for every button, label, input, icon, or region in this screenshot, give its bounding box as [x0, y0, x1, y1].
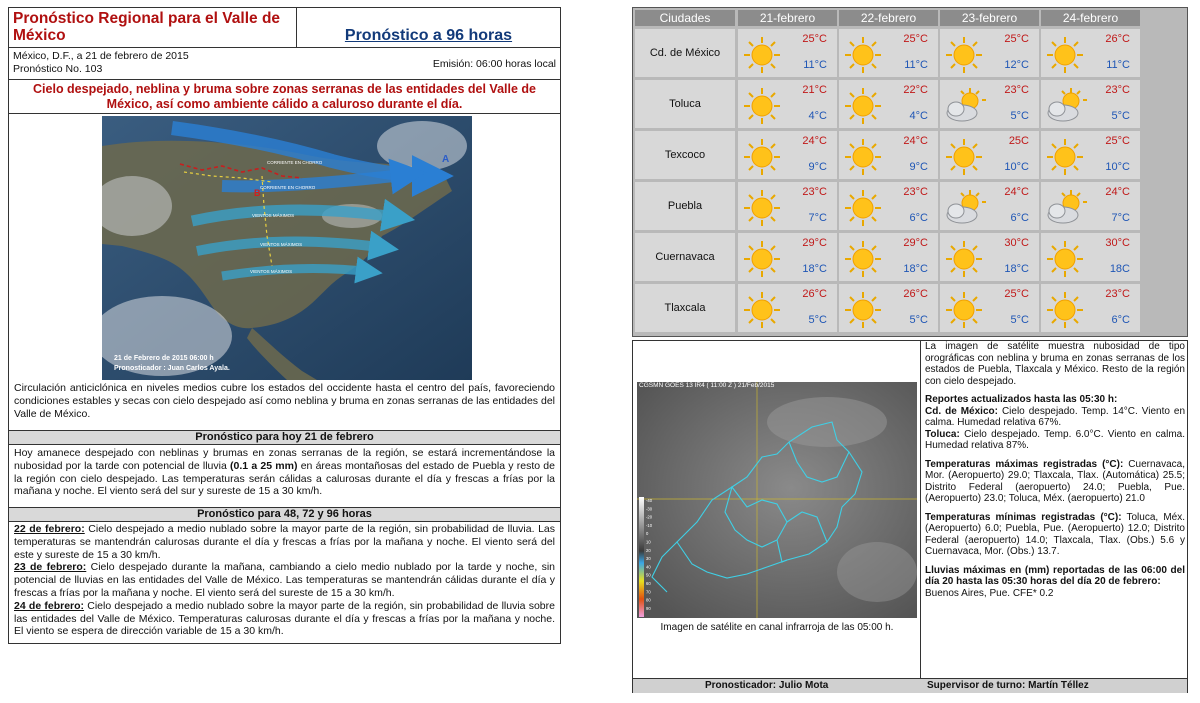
forecast-cell — [940, 233, 1039, 281]
sun-icon — [942, 239, 986, 279]
report-text: Cielo despejado. Temp. 14°C. Viento en calma. Humedad relativa 67%. — [925, 405, 1185, 428]
min-temp: 11°C — [904, 59, 928, 71]
forecast-cell — [839, 29, 938, 77]
min-temp: 7°C — [1111, 212, 1130, 224]
today-text-post: en áreas montañosas del estado de Puebla y resto de la región con cielo despejado. Las temperaturas serán cálidas a calurosas durante el día y frescas a frías por la mañana y noche. El viento será del sur y sureste de 15 a 30 km/h. — [14, 459, 555, 498]
sun-icon — [841, 290, 885, 330]
summary-page — [632, 7, 1188, 693]
infrared-satellite-image — [637, 382, 917, 618]
circulation-paragraph: Circulación anticiclónica en niveles medios cubre los estados del occidente hasta el centro del país, favoreciendo condiciones estables y secas con cielo despejado así como neblina y bruma en zonas serranas de las entidades del Valle de México. — [14, 382, 555, 420]
max-temp: 26°C — [903, 288, 928, 300]
forecast-cell — [738, 284, 837, 332]
tmax-text: Cuernavaca, Mor. (Aeropuerto) 29.0; Tlaxcala, Tlax. (Automática) 25.5; Distrito Federal (aeropuerto) 24.0; Puebla, Pue. (Aeropuerto) 23.0; Toluca, Méx. (aeropuerto) 21.0 — [925, 458, 1186, 504]
report-toluca — [925, 429, 1185, 452]
forecast-number: Pronóstico No. 103 — [13, 63, 103, 75]
sun-icon — [740, 290, 784, 330]
forecast-cell — [1041, 284, 1140, 332]
sun-icon — [841, 35, 885, 75]
forecast-cell — [1041, 182, 1140, 230]
daily-forecasts — [9, 523, 560, 638]
day-label: 22 de febrero: — [14, 523, 85, 535]
period-section-header: Pronóstico para 48, 72 y 96 horas — [9, 507, 560, 522]
sun-icon — [740, 86, 784, 126]
forecast-cell — [1041, 80, 1140, 128]
sun-icon — [942, 137, 986, 177]
min-temperatures — [925, 512, 1185, 558]
max-temp: 25°C — [903, 33, 928, 45]
lower-section — [632, 340, 1188, 693]
forecast-cell — [940, 182, 1039, 230]
title-box — [9, 8, 297, 48]
scale-label: 40 — [646, 564, 651, 570]
sun-icon — [740, 137, 784, 177]
day-column-header: 21-febrero — [738, 10, 837, 26]
day-text: Cielo despejado a medio nublado sobre la mayor parte de la región, sin probabilidad de lluvia sobre las entidades del Valle de México. Temperaturas calurosas durante el día y frescas a frías por la mañana y noche. El viento se espera de dirección variable de 15 a 30 km/h. — [14, 599, 555, 638]
city-name: Toluca — [635, 80, 735, 128]
min-temp: 18°C — [802, 263, 827, 275]
max-temp: 25°C — [1105, 135, 1130, 147]
jet-label-1: CORRIENTE EN CHORRO — [267, 160, 323, 165]
max-temp: 29°C — [802, 237, 827, 249]
sun-icon — [740, 35, 784, 75]
satellite-description: La imagen de satélite muestra nubosidad de tipo orográficas con neblina y bruma en zonas serranas de los estados de Puebla, Tlaxcala y México. Resto de la región con cielo despejado. — [925, 341, 1185, 387]
day-column-header: 24-febrero — [1041, 10, 1140, 26]
sun-icon — [740, 239, 784, 279]
map-date-label: 21 de Febrero de 2015 06:00 h — [114, 355, 214, 362]
max-temp: 29°C — [903, 237, 928, 249]
max-temp: 30°C — [1004, 237, 1029, 249]
sun-icon — [1043, 290, 1087, 330]
max-temp: 24°C — [1105, 186, 1130, 198]
place-date: México, D.F., a 21 de febrero de 2015 — [13, 50, 189, 62]
regional-forecast-page — [8, 7, 561, 644]
max-temp: 26°C — [1105, 33, 1130, 45]
tmin-text: Toluca, Méx. (Aeropuerto) 6.0; Puebla, Pue. (Aeropuerto) 12.0; Distrito Federal (aeropuerto) 14.0; Tlaxcala, Tlax. (Obs.) 5.6 y Cuernavaca, Mor. (Obs.) 13.7. — [925, 511, 1185, 557]
sun-icon — [942, 35, 986, 75]
report-city-label: Toluca: — [925, 428, 960, 440]
day-label: 23 de febrero: — [14, 561, 87, 574]
header — [9, 8, 560, 80]
satellite-header: CGSMN GOES 13 IR4 ( 11:00 Z ) 21/Feb/2015 — [639, 382, 775, 389]
shift-supervisor: Supervisor de turno: Martín Téllez — [927, 680, 1089, 691]
min-temp: 5°C — [909, 314, 928, 326]
min-temp: 10°C — [1105, 161, 1130, 173]
max-temp: 25°C — [1004, 288, 1029, 300]
min-temp: 5°C — [1111, 110, 1130, 122]
scale-label: 50 — [646, 572, 651, 578]
headline: Cielo despejado, neblina y bruma sobre zonas serranas de las entidades del Valle de México, así como ambiente cálido a caluroso durante el día. — [9, 80, 560, 114]
min-temp: 12°C — [1004, 59, 1029, 71]
high-pressure-label: A — [442, 154, 450, 165]
min-temp: 11°C — [803, 59, 827, 71]
emission-time: Emisión: 06:00 horas local — [432, 58, 556, 70]
day-label: 24 de febrero: — [14, 599, 85, 612]
max-temp: 23°C — [1004, 84, 1029, 96]
forecast-cell — [1041, 233, 1140, 281]
max-temp: 24°C — [903, 135, 928, 147]
forecast-cell — [839, 131, 938, 179]
satellite-caption: Imagen de satélite en canal infrarroja de las 05:00 h. — [660, 622, 894, 633]
max-temp: 23°C — [903, 186, 928, 198]
day-forecast — [14, 523, 555, 561]
scale-label: 30 — [646, 556, 651, 562]
scale-label: -10 — [646, 522, 653, 528]
scale-label: -40 — [646, 498, 653, 503]
city-column-header: Ciudades — [635, 10, 735, 26]
min-temp: 9°C — [909, 161, 928, 173]
wind-label-1: VIENTOS MÁXIMOS — [252, 213, 295, 218]
day-column-header: 22-febrero — [839, 10, 938, 26]
sun-icon — [1043, 137, 1087, 177]
min-temp: 5°C — [1010, 110, 1029, 122]
sun-icon — [1043, 239, 1087, 279]
forecast-cell — [940, 80, 1039, 128]
min-temp: 5°C — [1010, 314, 1029, 326]
min-temp: 9°C — [808, 161, 827, 173]
map-author-label: Pronosticador : Juan Carlos Ayala. — [114, 365, 230, 372]
sun-icon — [841, 137, 885, 177]
forecast-period-title: Pronóstico a 96 horas — [344, 27, 513, 44]
max-temp: 24°C — [802, 135, 827, 147]
scale-label: 70 — [646, 589, 651, 595]
forecast-cell — [738, 29, 837, 77]
city-name: Texcoco — [635, 131, 735, 179]
infrared-map-graphic — [637, 382, 917, 618]
rain-title: Lluvias máximas en (mm) reportadas de las 06:00 del día 20 hasta las 05:30 horas del día 20 de febrero: — [925, 564, 1185, 587]
jet-label-2: CORRIENTE EN CHORRO — [260, 185, 316, 190]
forecast-cell — [839, 182, 938, 230]
min-temp: 7°C — [808, 212, 827, 224]
sun-icon — [942, 290, 986, 330]
min-temp: 6°C — [1111, 314, 1130, 326]
scale-label: -20 — [646, 514, 653, 520]
page-title: Pronóstico Regional para el Valle de México — [13, 10, 281, 44]
wind-label-2: VIENTOS MÁXIMOS — [260, 242, 303, 247]
min-temp: 18°C — [903, 263, 928, 275]
synoptic-satellite-map — [102, 116, 472, 380]
tmax-title: Temperaturas máximas registradas (°C): — [925, 458, 1124, 470]
scale-label: 90 — [646, 605, 651, 611]
min-temp: 4°C — [909, 110, 928, 122]
min-temp: 11°C — [1106, 59, 1130, 71]
observations-panel — [925, 341, 1187, 678]
rain-amount: (0.1 a 25 mm) — [230, 459, 298, 472]
day-text: Cielo despejado a medio nublado sobre la mayor parte de la región, sin probabilidad de lluvia. Las temperaturas se mantendrán calurosas durante el día y frescas a frías por la mañana y noche. El viento será del este y sureste de 15 a 30 km/h. — [14, 523, 555, 561]
day-forecast — [14, 600, 555, 638]
forecast-cell — [940, 29, 1039, 77]
max-temp: 21°C — [802, 84, 827, 96]
report-cdmx — [925, 406, 1185, 429]
forecast-cell — [738, 80, 837, 128]
footer-bar — [633, 678, 1187, 693]
sun-icon — [1043, 35, 1087, 75]
max-temp: 23°C — [802, 186, 827, 198]
synoptic-map-graphic — [102, 116, 472, 380]
min-temp: 6°C — [909, 212, 928, 224]
today-text-pre: Hoy amanece despejado con neblinas y brumas en zonas serranas de la región, se estará incrementándose la nubosidad por la tarde con potencial de lluvia — [14, 447, 555, 472]
forecast-cell — [738, 233, 837, 281]
sun-icon — [841, 239, 885, 279]
forecast-cell — [1041, 131, 1140, 179]
report-city-label: Cd. de México: — [925, 405, 998, 417]
max-temp: 22°C — [903, 84, 928, 96]
city-name: Cuernavaca — [635, 233, 735, 281]
scale-label: 20 — [646, 547, 651, 553]
min-temp: 6°C — [1010, 212, 1029, 224]
scale-label: 10 — [646, 539, 651, 545]
today-forecast — [9, 447, 560, 498]
day-column-header: 23-febrero — [940, 10, 1039, 26]
satellite-panel — [633, 341, 921, 678]
scale-label: 0 — [646, 531, 649, 537]
rain-text: Buenos Aires, Pue. CFE* 0.2 — [925, 587, 1054, 599]
max-temp: 23°C — [1105, 288, 1130, 300]
forecast-cell — [738, 182, 837, 230]
forecast-cell — [940, 284, 1039, 332]
forecast-cell — [839, 80, 938, 128]
reports-title: Reportes actualizados hasta las 05:30 h: — [925, 394, 1118, 405]
sun-icon — [841, 188, 885, 228]
forecast-cell — [1041, 29, 1140, 77]
report-text: Cielo despejado. Temp. 6.0°C. Viento en calma. Humedad relativa 87%. — [925, 428, 1185, 451]
wind-label-3: VIENTOS MÁXIMOS — [250, 269, 293, 274]
low-pressure-label: B — [254, 188, 261, 198]
sun-icon — [841, 86, 885, 126]
max-temp: 30°C — [1105, 237, 1130, 249]
partly-cloudy-icon — [1043, 188, 1087, 228]
min-temp: 10°C — [1004, 161, 1029, 173]
day-text: Cielo despejado durante la mañana, cambiando a cielo medio nublado por la tarde y noche, sin potencial de lluvias en las entidades del Valle de México. Las temperaturas se mantendrán cálidas durante el día y frescas a frías por la mañana y noche. El viento será del sureste de 15 a 30 km/h. — [14, 561, 555, 599]
partly-cloudy-icon — [942, 86, 986, 126]
min-temp: 5°C — [808, 314, 827, 326]
max-temp: 25°C — [802, 33, 827, 45]
forecast-cell — [940, 131, 1039, 179]
conagua-logo: CONAGUA — [863, 342, 918, 353]
min-temp: 4°C — [808, 110, 827, 122]
city-name: Cd. de México — [635, 29, 735, 77]
tmin-title: Temperaturas mínimas registradas (°C): — [925, 511, 1122, 523]
subtitle-box — [297, 8, 560, 48]
forecast-cell — [839, 233, 938, 281]
partly-cloudy-icon — [942, 188, 986, 228]
city-forecast-table — [632, 7, 1188, 337]
today-section-header: Pronóstico para hoy 21 de febrero — [9, 430, 560, 445]
max-temp: 26°C — [802, 288, 827, 300]
forecaster: Pronosticador: Julio Mota — [705, 680, 829, 691]
min-temp: 18C — [1109, 263, 1130, 275]
forecast-cell — [738, 131, 837, 179]
scale-label: -30 — [646, 506, 653, 512]
scale-label: 60 — [646, 581, 651, 586]
city-name: Tlaxcala — [635, 284, 735, 332]
sun-icon — [740, 188, 784, 228]
partly-cloudy-icon — [1043, 86, 1087, 126]
max-temperatures — [925, 459, 1185, 505]
min-temp: 18°C — [1004, 263, 1029, 275]
max-temp: 23°C — [1105, 84, 1130, 96]
scale-label: 80 — [646, 597, 651, 603]
day-forecast — [14, 561, 555, 599]
max-temp: 24°C — [1004, 186, 1029, 198]
forecast-cell — [839, 284, 938, 332]
max-temp: 25°C — [1004, 33, 1029, 45]
max-temp: 25C — [1008, 135, 1029, 147]
city-name: Puebla — [635, 182, 735, 230]
meta-box — [9, 48, 560, 80]
